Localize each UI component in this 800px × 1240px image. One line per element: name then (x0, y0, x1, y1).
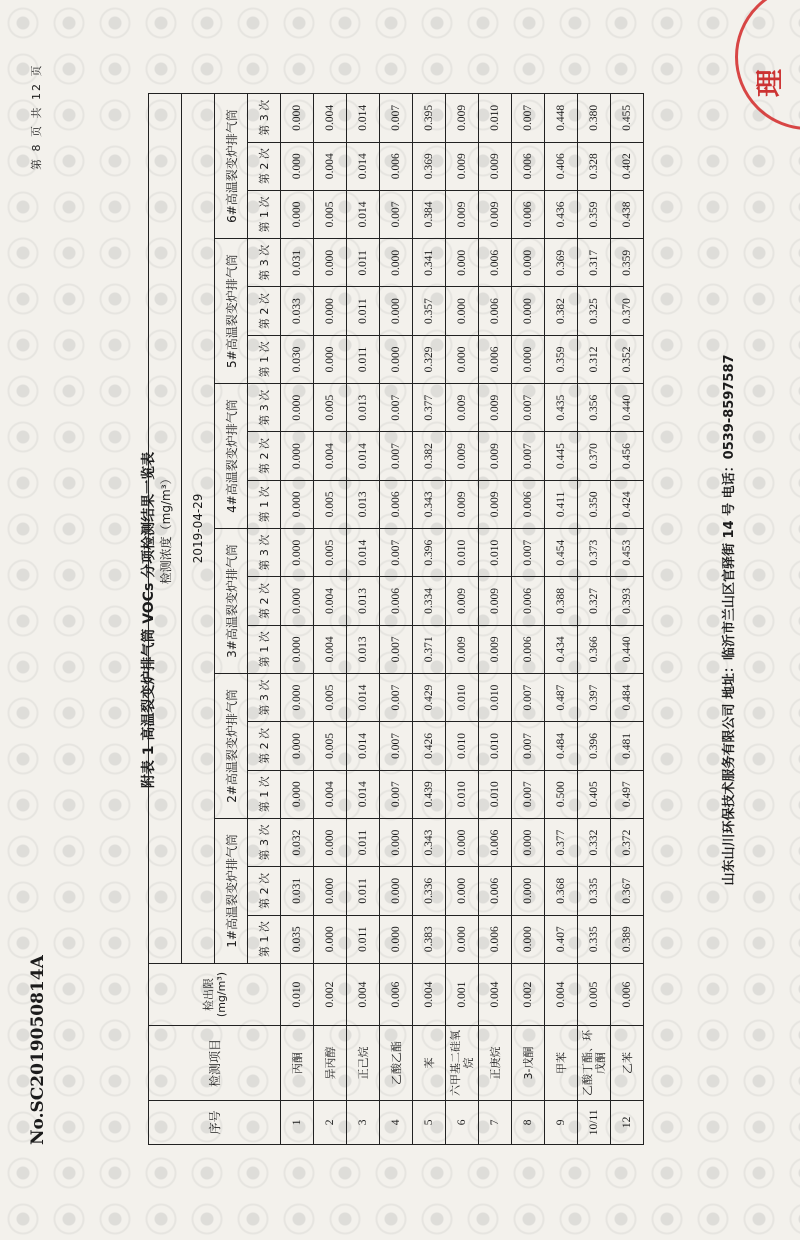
value-cell: 0.448 (545, 94, 578, 143)
value-cell: 0.006 (512, 577, 545, 625)
value-cell: 0.005 (314, 190, 347, 238)
value-cell: 0.010 (479, 529, 512, 577)
value-cell: 0.011 (347, 335, 380, 383)
value-cell: 0.000 (512, 867, 545, 915)
value-cell: 0.334 (413, 577, 446, 625)
value-cell: 0.000 (314, 335, 347, 383)
value-cell: 0.000 (314, 239, 347, 287)
value-cell: 0.007 (512, 529, 545, 577)
value-cell: 0.009 (446, 577, 479, 625)
value-cell: 0.000 (512, 287, 545, 335)
value-cell: 0.000 (446, 335, 479, 383)
value-cell: 0.369 (545, 239, 578, 287)
value-cell: 0.006 (479, 239, 512, 287)
value-cell: 0.011 (347, 818, 380, 866)
value-cell: 0.356 (578, 384, 611, 432)
value-cell: 0.426 (413, 722, 446, 770)
company-footer: 山东山川环保技术服务有限公司 地址：临沂市兰山区官驿街 14 号 电话：0539-8597587 (722, 354, 737, 886)
value-cell: 0.383 (413, 915, 446, 963)
value-cell: 0.005 (314, 480, 347, 528)
group-header: 1#高温裂变炉排气筒 (215, 818, 248, 963)
value-cell: 0.009 (479, 432, 512, 480)
value-cell: 0.434 (545, 625, 578, 673)
value-cell: 0.382 (545, 287, 578, 335)
row-limit: 0.004 (545, 963, 578, 1025)
value-cell: 0.396 (413, 529, 446, 577)
value-cell: 0.329 (413, 335, 446, 383)
value-cell: 0.007 (512, 673, 545, 721)
value-cell: 0.371 (413, 625, 446, 673)
value-cell: 0.000 (281, 94, 314, 143)
value-cell: 0.009 (446, 142, 479, 190)
value-cell: 0.014 (347, 529, 380, 577)
value-cell: 0.007 (380, 190, 413, 238)
value-cell: 0.382 (413, 432, 446, 480)
value-cell: 0.009 (446, 384, 479, 432)
value-cell: 0.445 (545, 432, 578, 480)
value-cell: 0.006 (479, 867, 512, 915)
value-cell: 0.011 (347, 239, 380, 287)
row-item: 乙酸丁酯、环戊酮 (578, 1026, 611, 1100)
row-limit: 0.001 (446, 963, 479, 1025)
value-cell: 0.000 (281, 480, 314, 528)
value-cell: 0.010 (446, 529, 479, 577)
value-cell: 0.014 (347, 190, 380, 238)
value-cell: 0.407 (545, 915, 578, 963)
value-cell: 0.388 (545, 577, 578, 625)
value-cell: 0.000 (314, 915, 347, 963)
value-cell: 0.009 (479, 190, 512, 238)
value-cell: 0.013 (347, 480, 380, 528)
value-cell: 0.500 (545, 770, 578, 818)
value-cell: 0.031 (281, 867, 314, 915)
value-cell: 0.366 (578, 625, 611, 673)
group-header: 4#高温裂变炉排气筒 (215, 384, 248, 529)
group-header: 6#高温裂变炉排气筒 (215, 94, 248, 239)
value-cell: 0.006 (479, 818, 512, 866)
value-cell: 0.357 (413, 287, 446, 335)
row-item: 甲苯 (545, 1026, 578, 1100)
run-header: 第 1 次 (248, 625, 281, 673)
value-cell: 0.440 (611, 384, 644, 432)
table-row (611, 94, 644, 1145)
value-cell: 0.328 (578, 142, 611, 190)
row-item: 苯 (413, 1026, 446, 1100)
value-cell: 0.010 (479, 722, 512, 770)
value-cell: 0.372 (611, 818, 644, 866)
value-cell: 0.010 (479, 770, 512, 818)
run-header: 第 3 次 (248, 673, 281, 721)
value-cell: 0.389 (611, 915, 644, 963)
value-cell: 0.009 (446, 432, 479, 480)
value-cell: 0.006 (512, 480, 545, 528)
run-header: 第 2 次 (248, 142, 281, 190)
value-cell: 0.455 (611, 94, 644, 143)
value-cell: 0.000 (512, 335, 545, 383)
document-number: No.SC2019050814A (28, 955, 48, 1145)
value-cell: 0.007 (380, 770, 413, 818)
value-cell: 0.000 (446, 287, 479, 335)
value-cell: 0.009 (446, 190, 479, 238)
value-cell: 0.397 (578, 673, 611, 721)
row-limit: 0.002 (512, 963, 545, 1025)
value-cell: 0.004 (314, 770, 347, 818)
value-cell: 0.005 (314, 529, 347, 577)
value-cell: 0.411 (545, 480, 578, 528)
value-cell: 0.384 (413, 190, 446, 238)
value-cell: 0.000 (380, 818, 413, 866)
run-header: 第 2 次 (248, 722, 281, 770)
run-header: 第 2 次 (248, 432, 281, 480)
row-limit: 0.004 (413, 963, 446, 1025)
value-cell: 0.380 (578, 94, 611, 143)
value-cell: 0.370 (611, 287, 644, 335)
value-cell: 0.343 (413, 480, 446, 528)
run-header: 第 2 次 (248, 867, 281, 915)
value-cell: 0.007 (380, 625, 413, 673)
row-seq: 10/11 (578, 1100, 611, 1144)
value-cell: 0.000 (380, 867, 413, 915)
header-concentration: 检测浓度（mg/m³） (149, 94, 182, 964)
value-cell: 0.367 (611, 867, 644, 915)
value-cell: 0.004 (314, 142, 347, 190)
value-cell: 0.006 (479, 915, 512, 963)
value-cell: 0.000 (281, 673, 314, 721)
table-row (512, 94, 545, 1145)
value-cell: 0.007 (380, 673, 413, 721)
value-cell: 0.006 (380, 142, 413, 190)
value-cell: 0.377 (413, 384, 446, 432)
value-cell: 0.424 (611, 480, 644, 528)
value-cell: 0.368 (545, 867, 578, 915)
value-cell: 0.007 (380, 529, 413, 577)
value-cell: 0.395 (413, 94, 446, 143)
header-seq: 序号 (149, 1100, 281, 1144)
row-limit: 0.010 (281, 963, 314, 1025)
table-caption: 附表 1 高温裂变炉排气筒 VOCs 分项检测结果一览表 (141, 451, 157, 789)
value-cell: 0.436 (545, 190, 578, 238)
value-cell: 0.005 (314, 384, 347, 432)
value-cell: 0.343 (413, 818, 446, 866)
table-row (578, 94, 611, 1145)
row-item: 异丙醇 (314, 1026, 347, 1100)
value-cell: 0.000 (512, 915, 545, 963)
row-item: 3-戊酮 (512, 1026, 545, 1100)
row-seq: 6 (446, 1100, 479, 1144)
value-cell: 0.011 (347, 867, 380, 915)
value-cell: 0.336 (413, 867, 446, 915)
value-cell: 0.006 (479, 287, 512, 335)
value-cell: 0.000 (446, 867, 479, 915)
value-cell: 0.429 (413, 673, 446, 721)
value-cell: 0.032 (281, 818, 314, 866)
value-cell: 0.007 (380, 384, 413, 432)
value-cell: 0.006 (512, 625, 545, 673)
value-cell: 0.005 (314, 722, 347, 770)
value-cell: 0.000 (281, 722, 314, 770)
value-cell: 0.393 (611, 577, 644, 625)
value-cell: 0.438 (611, 190, 644, 238)
value-cell: 0.327 (578, 577, 611, 625)
table-row (413, 94, 446, 1145)
run-header: 第 1 次 (248, 335, 281, 383)
value-cell: 0.013 (347, 384, 380, 432)
row-limit: 0.004 (347, 963, 380, 1025)
value-cell: 0.010 (446, 770, 479, 818)
page-number: 第 8 页 共 12 页 (30, 63, 43, 170)
value-cell: 0.335 (578, 915, 611, 963)
value-cell: 0.009 (446, 94, 479, 143)
run-header: 第 2 次 (248, 577, 281, 625)
run-header: 第 3 次 (248, 818, 281, 866)
value-cell: 0.000 (281, 529, 314, 577)
row-item: 丙酮 (281, 1026, 314, 1100)
value-cell: 0.487 (545, 673, 578, 721)
header-date: 2019-04-29 (182, 94, 215, 964)
value-cell: 0.007 (512, 432, 545, 480)
run-header: 第 3 次 (248, 239, 281, 287)
value-cell: 0.010 (479, 673, 512, 721)
value-cell: 0.007 (380, 94, 413, 143)
value-cell: 0.000 (281, 770, 314, 818)
run-header: 第 1 次 (248, 480, 281, 528)
row-limit: 0.006 (380, 963, 413, 1025)
value-cell: 0.006 (479, 335, 512, 383)
value-cell: 0.352 (611, 335, 644, 383)
group-header: 5#高温裂变炉排气筒 (215, 239, 248, 384)
value-cell: 0.004 (314, 94, 347, 143)
row-limit: 0.002 (314, 963, 347, 1025)
table-row (479, 94, 512, 1145)
row-seq: 8 (512, 1100, 545, 1144)
value-cell: 0.335 (578, 867, 611, 915)
table-row (446, 94, 479, 1145)
value-cell: 0.010 (479, 94, 512, 143)
value-cell: 0.011 (347, 287, 380, 335)
row-seq: 5 (413, 1100, 446, 1144)
value-cell: 0.009 (479, 142, 512, 190)
row-item: 乙酸乙酯 (380, 1026, 413, 1100)
run-header: 第 1 次 (248, 915, 281, 963)
run-header: 第 3 次 (248, 529, 281, 577)
row-seq: 1 (281, 1100, 314, 1144)
value-cell: 0.006 (380, 577, 413, 625)
row-seq: 7 (479, 1100, 512, 1144)
table-row (347, 94, 380, 1145)
group-header: 2#高温裂变炉排气筒 (215, 673, 248, 818)
value-cell: 0.011 (347, 915, 380, 963)
run-header: 第 1 次 (248, 770, 281, 818)
value-cell: 0.000 (446, 818, 479, 866)
value-cell: 0.484 (545, 722, 578, 770)
company-seal (735, 0, 800, 130)
value-cell: 0.405 (578, 770, 611, 818)
value-cell: 0.009 (446, 625, 479, 673)
row-item: 六甲基二硅氧烷 (446, 1026, 479, 1100)
value-cell: 0.454 (545, 529, 578, 577)
value-cell: 0.435 (545, 384, 578, 432)
value-cell: 0.000 (380, 287, 413, 335)
value-cell: 0.481 (611, 722, 644, 770)
value-cell: 0.009 (479, 577, 512, 625)
value-cell: 0.453 (611, 529, 644, 577)
value-cell: 0.014 (347, 722, 380, 770)
value-cell: 0.000 (512, 239, 545, 287)
value-cell: 0.000 (281, 142, 314, 190)
value-cell: 0.370 (578, 432, 611, 480)
value-cell: 0.009 (479, 625, 512, 673)
row-limit: 0.006 (611, 963, 644, 1025)
value-cell: 0.007 (380, 432, 413, 480)
value-cell: 0.396 (578, 722, 611, 770)
value-cell: 0.000 (281, 625, 314, 673)
group-header: 3#高温裂变炉排气筒 (215, 529, 248, 674)
run-header: 第 3 次 (248, 384, 281, 432)
value-cell: 0.369 (413, 142, 446, 190)
header-limit: 检出限 (mg/m³) (149, 963, 281, 1025)
value-cell: 0.004 (314, 625, 347, 673)
table-row (545, 94, 578, 1145)
value-cell: 0.007 (512, 384, 545, 432)
value-cell: 0.000 (281, 432, 314, 480)
value-cell: 0.006 (380, 480, 413, 528)
value-cell: 0.377 (545, 818, 578, 866)
value-cell: 0.359 (545, 335, 578, 383)
value-cell: 0.000 (281, 577, 314, 625)
value-cell: 0.325 (578, 287, 611, 335)
run-header: 第 2 次 (248, 287, 281, 335)
value-cell: 0.014 (347, 673, 380, 721)
value-cell: 0.317 (578, 239, 611, 287)
value-cell: 0.013 (347, 577, 380, 625)
value-cell: 0.010 (446, 722, 479, 770)
row-seq: 12 (611, 1100, 644, 1144)
value-cell: 0.312 (578, 335, 611, 383)
value-cell: 0.000 (380, 335, 413, 383)
value-cell: 0.004 (314, 432, 347, 480)
row-limit: 0.004 (479, 963, 512, 1025)
table-row (380, 94, 413, 1145)
value-cell: 0.402 (611, 142, 644, 190)
value-cell: 0.000 (314, 287, 347, 335)
row-seq: 2 (314, 1100, 347, 1144)
value-cell: 0.000 (512, 818, 545, 866)
value-cell: 0.014 (347, 432, 380, 480)
run-header: 第 1 次 (248, 190, 281, 238)
value-cell: 0.014 (347, 770, 380, 818)
value-cell: 0.014 (347, 142, 380, 190)
seal-text: 理 (753, 68, 786, 97)
value-cell: 0.000 (281, 384, 314, 432)
value-cell: 0.350 (578, 480, 611, 528)
row-item: 乙苯 (611, 1026, 644, 1100)
value-cell: 0.035 (281, 915, 314, 963)
value-cell: 0.341 (413, 239, 446, 287)
value-cell: 0.010 (446, 673, 479, 721)
value-cell: 0.497 (611, 770, 644, 818)
value-cell: 0.000 (281, 190, 314, 238)
row-limit: 0.005 (578, 963, 611, 1025)
value-cell: 0.009 (446, 480, 479, 528)
value-cell: 0.484 (611, 673, 644, 721)
value-cell: 0.005 (314, 673, 347, 721)
value-cell: 0.440 (611, 625, 644, 673)
value-cell: 0.004 (314, 577, 347, 625)
value-cell: 0.359 (578, 190, 611, 238)
run-header: 第 3 次 (248, 94, 281, 143)
table-row (314, 94, 347, 1145)
table-row (281, 94, 314, 1145)
value-cell: 0.000 (314, 818, 347, 866)
value-cell: 0.007 (380, 722, 413, 770)
value-cell: 0.006 (512, 142, 545, 190)
row-seq: 3 (347, 1100, 380, 1144)
value-cell: 0.007 (512, 770, 545, 818)
value-cell: 0.359 (611, 239, 644, 287)
row-item: 正庚烷 (479, 1026, 512, 1100)
value-cell: 0.030 (281, 335, 314, 383)
value-cell: 0.007 (512, 722, 545, 770)
value-cell: 0.031 (281, 239, 314, 287)
value-cell: 0.456 (611, 432, 644, 480)
value-cell: 0.033 (281, 287, 314, 335)
value-cell: 0.000 (446, 915, 479, 963)
header-item: 检测项目 (149, 1026, 281, 1100)
value-cell: 0.009 (479, 480, 512, 528)
voc-results-table (148, 93, 644, 1145)
value-cell: 0.332 (578, 818, 611, 866)
value-cell: 0.439 (413, 770, 446, 818)
value-cell: 0.000 (380, 239, 413, 287)
value-cell: 0.007 (512, 94, 545, 143)
row-item: 正己烷 (347, 1026, 380, 1100)
row-seq: 9 (545, 1100, 578, 1144)
row-seq: 4 (380, 1100, 413, 1144)
value-cell: 0.009 (479, 384, 512, 432)
value-cell: 0.013 (347, 625, 380, 673)
value-cell: 0.000 (314, 867, 347, 915)
value-cell: 0.000 (380, 915, 413, 963)
value-cell: 0.406 (545, 142, 578, 190)
value-cell: 0.006 (512, 190, 545, 238)
value-cell: 0.014 (347, 94, 380, 143)
value-cell: 0.000 (446, 239, 479, 287)
value-cell: 0.373 (578, 529, 611, 577)
